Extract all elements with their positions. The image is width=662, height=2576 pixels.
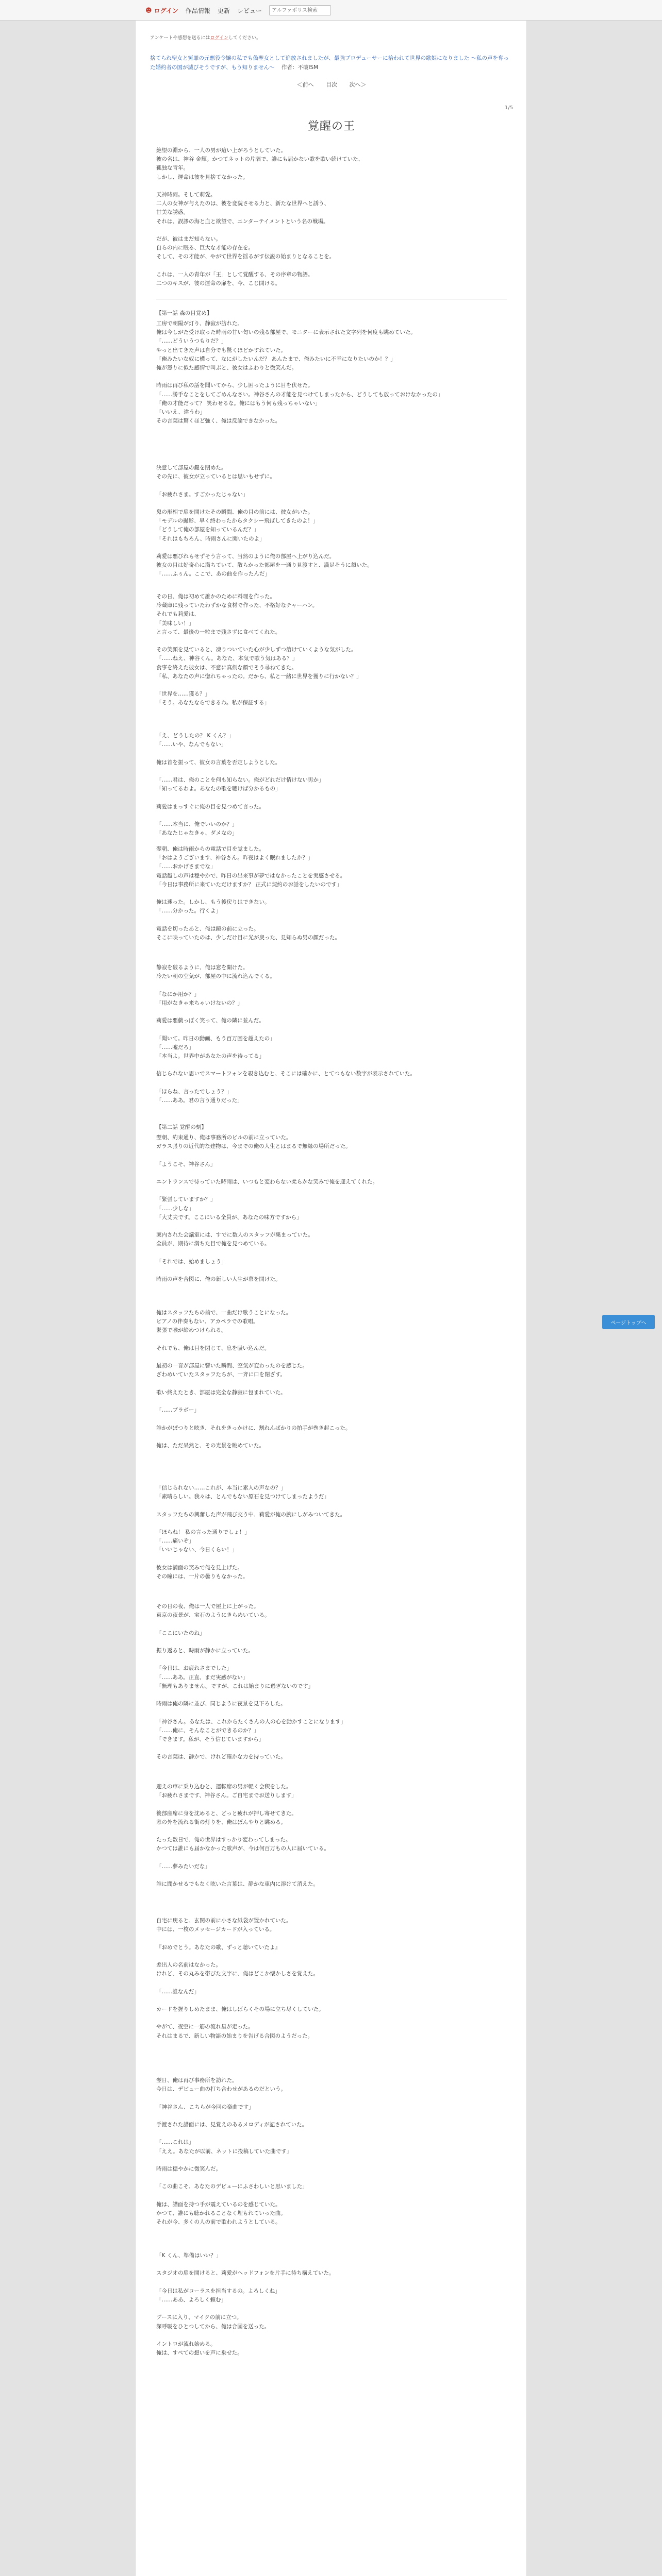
notice-suffix: してください。 (228, 36, 261, 41)
login-button[interactable] (145, 6, 178, 15)
notice-login-link[interactable]: ログイン (210, 36, 229, 41)
nav-review[interactable]: レビュー (237, 7, 262, 14)
story-part-8: 俺はスタッフたちの前で、一曲だけ歌うことになった。 ピアノの伴奏もない、アカペラでの歌唱。 緊張で喉が締めつけられる。 それでも、俺は目を閉じて、息を吸い込んだ。 最初の一音が部屋に響いた瞬間、空気が変わったのを感じた。 ざわめいていたスタッフたちが、一斉に口を閉ざす。 歌い終えたとき、部屋は完全な静寂に包まれていた。 「……ブラボー」 誰かがぽつりと呟き、それをきっかけに、割れんばかりの拍手が巻き起こった。 俺は、ただ呆然と、その光景を眺めていた。 (156, 1310, 351, 1449)
top-navbar (0, 0, 662, 21)
story-part-10: その日の夜、俺は一人で屋上に上がった。 東京の夜景が、宝石のようにきらめいている。 「ここにいたのね」 振り返ると、時雨が静かに立っていた。 「今日は、お疲れさまでした」 「……ああ。正直、まだ実感がない」 「無理もありません。ですが、これは始まりに過ぎないのです」 時雨は俺の隣に並び、同じように夜景を見下ろした。 「神谷さん。あなたは、これからたくさんの人の心を動かすことになります」 「……俺に、そんなことができるのか？」 「できます。私が、そう信じていますから」 その言葉は、静かで、けれど確かな力を持っていた。 (156, 1603, 346, 1760)
nav-update[interactable]: 更新 (217, 7, 230, 14)
login-label: ログイン (154, 7, 178, 14)
search-input[interactable] (269, 5, 331, 15)
table-of-contents-link[interactable]: 目次 (326, 81, 337, 88)
story-part-13: 翌日、俺は再び事務所を訪れた。 今日は、デビュー曲の打ち合わせがあるのだという。 「神谷さん、こちらが今回の楽曲です」 手渡された譜面には、見覚えのあるメロディが記されていた。 「……これは」 「ええ。あなたが以前、ネットに投稿していた曲です」 時雨は穏やかに微笑んだ。 「この曲こそ、あなたのデビューにふさわしいと思いました」 俺は、譜面を持つ手が震えているのを感じていた。 かつて、誰にも聴かれることなく埋もれていった曲。 それが今、多くの人の前で歌われようとしている。 (156, 2077, 308, 2226)
user-icon: ☻ (145, 7, 152, 14)
story-part-14: 「K くん、準備はいい？」 スタジオの扉を開けると、莉愛がヘッドフォンを片手に待ち構えていた。 「今日は私がコーラスを担当するの。よろしくね」 「……ああ、よろしく頼む」 ブースに入り、マイクの前に立つ。 深呼吸をひとつしてから、俺は合図を送った。 イントロが流れ始める。 俺は、すべての想いを声に乗せた。 (156, 2252, 335, 2357)
chapter-pager (136, 80, 527, 89)
story-part-5: 翌朝、俺は時雨からの電話で目を覚ました。 「おはようございます、神谷さん。昨夜はよく眠れましたか？」 「……おかげさまでな」 電話越しの声は穏やかで、昨日の出来事が夢ではなかったことを実感させる。 「今日は事務所に来ていただけますか？ 正式に契約のお話をしたいのです」 俺は迷った。しかし、もう後戻りはできない。 「……分かった。行くよ」 電話を切ったあと、俺は鏡の前に立った。 そこに映っていたのは、少しだけ目に光が戻った、見知らぬ男の顔だった。 (156, 846, 346, 941)
series-title-link[interactable]: 捨てられ聖女と冤罪の元悪役令嬢の私でも偽聖女として追放されましたが、最強プロデューサーに拾われて世界の歌姫になりました ～私の声を奪った婚約者の国が滅びそうですが、もう知りません～ (150, 55, 509, 71)
author-prefix: 作者： (281, 64, 298, 71)
series-header (150, 54, 511, 72)
page-top-button[interactable]: ページトップへ (602, 1315, 655, 1329)
chapter-title: 覚醒の王 (307, 120, 355, 133)
story-part-9: 「信じられない……これが、本当に素人の声なの？」 「素晴らしい。我々は、とんでもない原石を見つけてしまったようだ」 スタッフたちの興奮した声が飛び交う中、莉愛が俺の腕にしがみついてきた。 「ほらね！ 私の言った通りでしょ！」 「……痛いぞ」 「いいじゃない、今日くらい！」 彼女は満面の笑みで俺を見上げた。 その瞳には、一片の曇りもなかった。 (156, 1485, 346, 1580)
next-chapter-link[interactable]: 次へ＞ (349, 81, 367, 88)
notice-prefix: アンケートや感想を送るには (150, 36, 210, 41)
part7-heading: 【第二話 覚醒の刻】 (156, 1124, 207, 1130)
story-part-11: 迎えの車に乗り込むと、運転席の男が軽く会釈をした。 「お疲れさまです、神谷さん。ご自宅までお送りします」 後部座席に身を沈めると、どっと疲れが押し寄せてきた。 窓の外を流れる街の灯りを、俺はぼんやりと眺める。 たった数日で、俺の世界はすっかり変わってしまった。 かつては誰にも届かなかった歌声が、今は何百万もの人に届いている。 「……夢みたいだな」 誰に聞かせるでもなく呟いた言葉は、静かな車内に溶けて消えた。 (156, 1784, 329, 1888)
story-part-3: その日、俺は初めて誰かのために料理を作った。 冷蔵庫に残っていたわずかな食材で作った、不格好なチャーハン。 それでも莉愛は、 「美味しい！」 と言って、最後の一粒まで残さずに食べてくれた。 その笑顔を見ていると、凍りついていた心が少しずつ溶けていくような気がした。 「……ねえ、神谷くん。あなた、本気で歌う気はある？」 食事を終えた彼女は、不意に真剣な顔でそう尋ねてきた。 「私、あなたの声に惚れちゃったの。だから、私と一緒に世界を獲りに行かない？」 「世界を……獲る？」 「そう。あなたならできるわ。私が保証する」 (156, 594, 362, 706)
login-notice (150, 34, 261, 41)
page-number: 1/5 (504, 105, 513, 111)
nav-work-info[interactable]: 作品情報 (185, 7, 210, 14)
story-part-12: 自宅に戻ると、玄関の前に小さな紙袋が置かれていた。 中には、一枚のメッセージカードが入っている。 『おめでとう。あなたの歌、ずっと聴いていたよ』 差出人の名前はなかった。 けれど、その丸みを帯びた文字に、俺はどこか懐かしさを覚えた。 「……誰なんだ」 カードを握りしめたまま、俺はしばらくその場に立ち尽くしていた。 やがて、夜空に一筋の流れ星が走った。 それはまるで、新しい物語の始まりを告げる合図のようだった。 (156, 1918, 324, 2039)
part1-heading: 【第一話 森の目覚め】 (156, 310, 212, 316)
story-part-4: 「え、どうしたの？ K くん？」 「……いや、なんでもない」 俺は首を振って、彼女の言葉を否定しようとした。 「……君は、俺のことを何も知らない。俺がどれだけ情けない男か」 「知ってるわよ。あなたの歌を聴けば分かるもの」 莉愛はまっすぐに俺の目を見つめて言った。 「……本当に、俺でいいのか？」 「あなたじゃなきゃ、ダメなの」 (156, 733, 324, 837)
author-label (282, 64, 318, 71)
story-intro: 絶望の淵から、一人の男が這い上がろうとしていた。 彼の名は、神谷 金輝。かつてネットの片隅で、誰にも届かない歌を歌い続けていた、 孤独な青年。 しかし、運命は彼を見捨てなかった。 天神時雨。そして莉愛。 二人の女神が与えたのは、彼を変貌させる力と、新たな世界へと誘う、 甘美な誘惑。 それは、誤謬の海と血と欲望で、エンターテイメントという名の戦場。 だが、彼はまだ知らない。 自らの内に眠る、巨大な才能の存在を。 そして、その才能が、やがて世界を揺るがす伝説の始まりとなることを。 これは、一人の青年が「王」として覚醒する、その序章の物語。 二つのキスが、彼の運命の扉を、今、こじ開ける。 (156, 147, 364, 287)
navbar-inner (145, 5, 517, 16)
story-part-6: 静寂を破るように、俺は窓を開けた。 冷たい朝の空気が、部屋の中に流れ込んでくる。 「なにか用か？」 「用がなきゃ来ちゃいけないの？」 莉愛は悪戯っぽく笑って、俺の隣に並んだ。 「聞いて。昨日の動画、もう百万回を超えたの」 「……嘘だろ」 「本当よ。世界中があなたの声を待ってる」 信じられない思いでスマートフォンを覗き込むと、そこには確かに、とてつもない数字が表示されていた。 「ほらね、言ったでしょう？」 「……ああ。君の言う通りだった」 (156, 964, 416, 1104)
reader-column (135, 21, 527, 2576)
author-name[interactable]: 不破ISM (297, 64, 319, 71)
prev-chapter-link[interactable]: ＜前へ (296, 81, 314, 88)
story-part-1: 工房で朝陽が灯り、静寂が訪れた。 俺は今しがた受け取った時雨の甘い匂いの残る部屋で、モニターに表示された文字列を何度も眺めていた。 「……どういうつもりだ？」 やっと出てきた声は自分でも驚くほどかすれていた。 「俺みたいな奴に構って、なにがしたいんだ？ あんたまで、俺みたいに不幸になりたいのか！？」 俺が怒りに似た感情で叫ぶと、彼女はふわりと微笑んだ。 時雨は再び私の話を聞いてから、少し困ったように目を伏せた。 「……勝手なことをしてごめんなさい。神谷さんの才能を見つけてしまったから、どうしても放っておけなかったの」 「俺の才能だって？ 笑わせるな。俺にはもう何も残っちゃいない」 「いいえ、違うわ」 その言葉は驚くほど強く、俺は反論できなかった。 (156, 320, 443, 425)
story-part-2: 決意して部屋の鍵を閉めた。 その先に、彼女が立っているとは思いもせずに。 「お疲れさま。すごかったじゃない」 鬼の形相で扉を開けたその瞬間、俺の目の前には、彼女がいた。 「モデルの撮影、早く終わったからタクシー飛ばしてきたのよ！」 「どうして俺の部屋を知っているんだ？」 「それはもちろん、時雨さんに聞いたのよ」 莉愛は悪びれもせずそう言って、当然のように俺の部屋へ上がり込んだ。 彼女の目は好奇心に満ちていて、散らかった部屋を一通り見渡すと、満足そうに頷いた。 「……ふぅん。ここで、あの曲を作ったんだ」 (156, 465, 373, 578)
story-part-7: 翌朝、約束通り、俺は事務所のビルの前に立っていた。 ガラス張りの近代的な建物は、今までの俺の人生とはまるで無縁の場所だった。 「ようこそ、神谷さん」 エントランスで待っていた時雨は、いつもと変わらない柔らかな笑みで俺を迎えてくれた。 「緊張していますか？」 「……少しな」 「大丈夫です。ここにいる全員が、あなたの味方ですから」 案内された会議室には、すでに数人のスタッフが集まっていた。 全員が、期待に満ちた目で俺を見つめている。 「それでは、始めましょう」 時雨の声を合図に、俺の新しい人生が幕を開けた。 (156, 1134, 378, 1283)
